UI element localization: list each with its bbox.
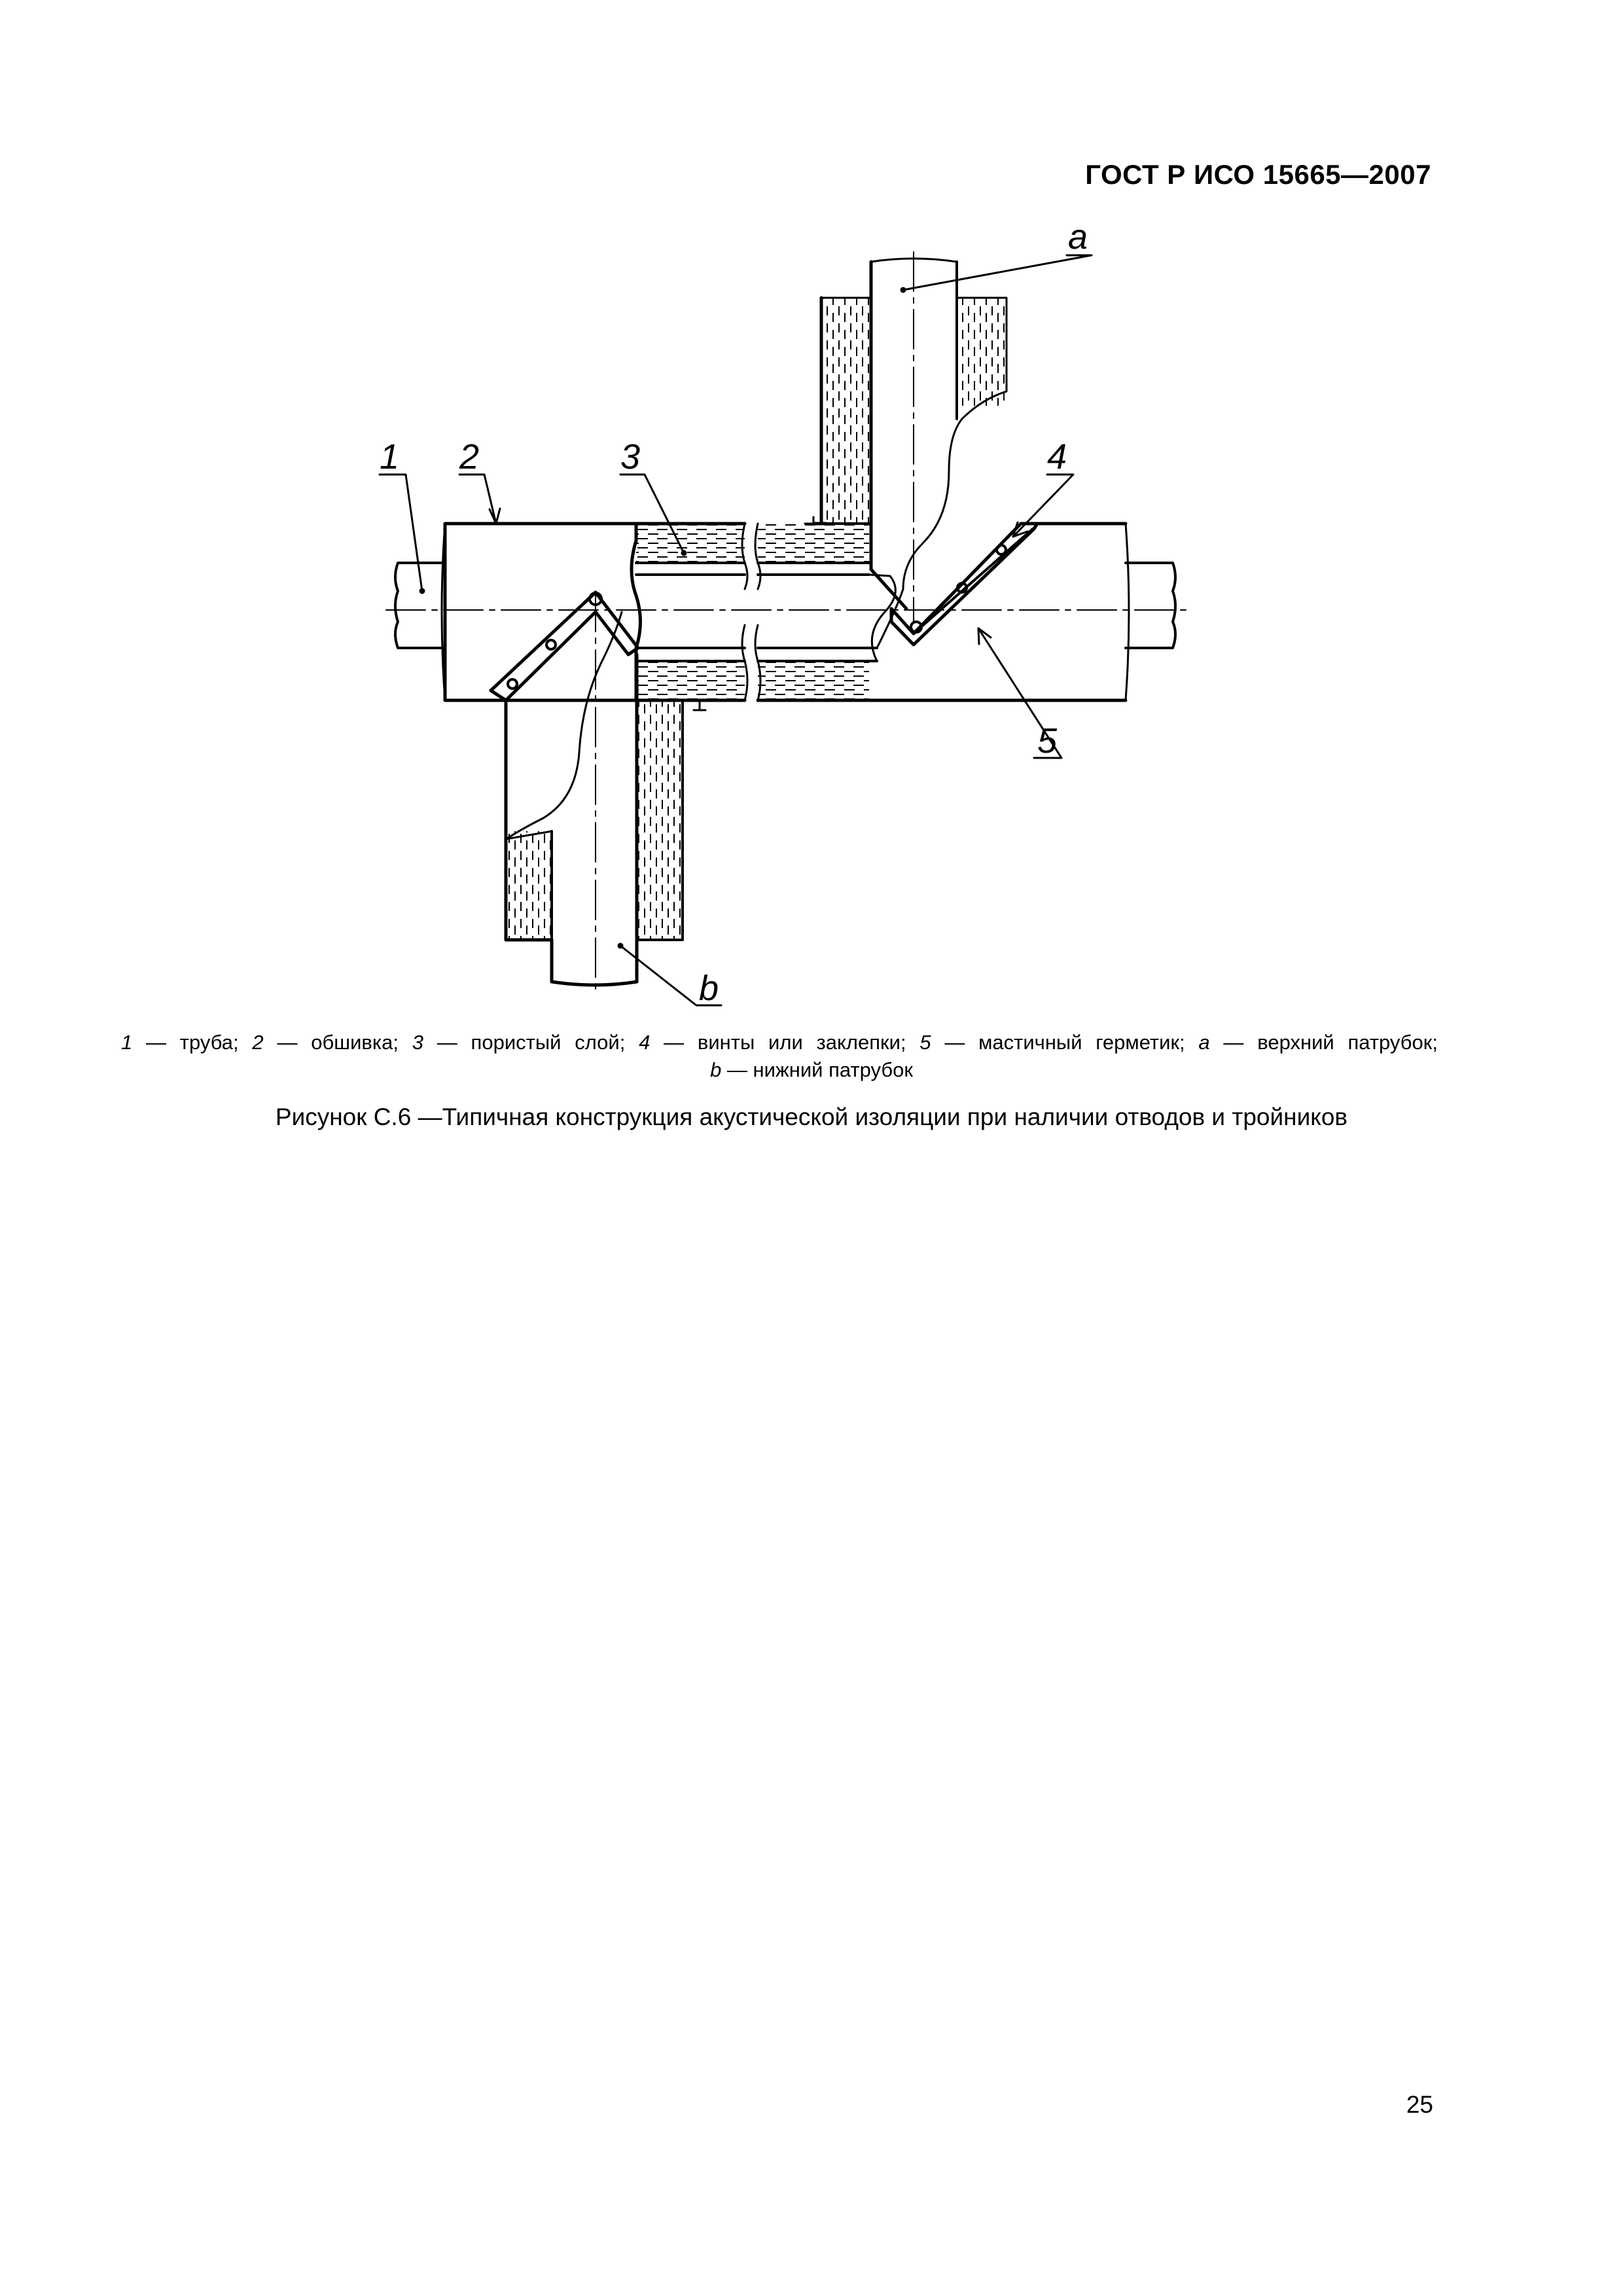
figure-legend-line2: [0, 1057, 1623, 1083]
callout-1: 1: [380, 437, 400, 476]
legend-item: 2 — обшивка;: [252, 1031, 399, 1054]
figure-caption: Рисунок С.6 —Типичная конструкция акустической изоляции при наличии отводов и тройников: [275, 1103, 1348, 1130]
main-jacket-right: [869, 524, 1129, 700]
document-code-header: ГОСТ Р ИСО 15665—2007: [1085, 159, 1431, 190]
porous-layer-main-left: [636, 524, 747, 700]
callout-3: 3: [620, 437, 641, 476]
pipe-right-end: [1126, 563, 1175, 648]
porous-layer-main-right: [755, 524, 1126, 700]
callout-2: 2: [459, 437, 480, 476]
callout-a: a: [1068, 217, 1088, 257]
legend-item: 5 — мастичный герметик;: [919, 1031, 1185, 1054]
figure-legend: [121, 1030, 1438, 1055]
page-number: 25: [1406, 2091, 1433, 2118]
legend-item: 4 — винты или заклепки;: [639, 1031, 906, 1054]
legend-item: 3 — пористый слой;: [412, 1031, 626, 1054]
lower-sealant-strip: [491, 592, 638, 700]
callout-4: 4: [1047, 437, 1067, 476]
lower-branch: [506, 592, 705, 992]
legend-item: 1 — труба;: [121, 1031, 239, 1054]
callout-5: 5: [1037, 721, 1058, 761]
legend-item: b — нижний патрубок: [710, 1058, 913, 1081]
callout-b: b: [699, 969, 719, 1008]
upper-branch: [805, 252, 1007, 648]
legend-item: a — верхний патрубок;: [1198, 1031, 1438, 1054]
insulation-drawing: [0, 0, 1623, 1021]
